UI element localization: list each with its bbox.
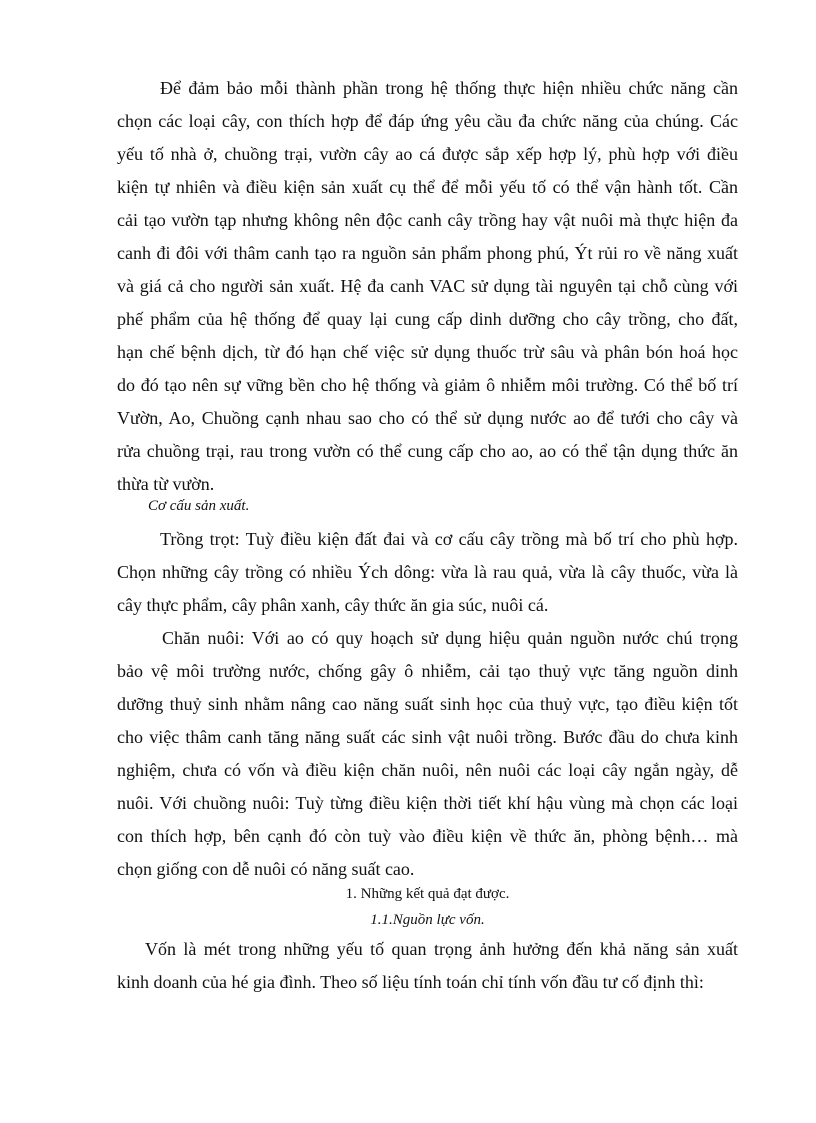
text-line: và giá cả cho người sản xuất. Hệ đa canh VAC sử dụng tài nguyên tại chỗ cùng với <box>117 276 738 296</box>
text-line: yếu tố nhà ở, chuồng trại, vườn cây ao cá được sắp xếp hợp lý, phù hợp với điều <box>117 144 738 164</box>
text-line: bảo vệ môi trường nước, chống gây ô nhiễm, cải tạo thuỷ vực tăng nguồn dinh <box>117 661 738 681</box>
text-line: con thích hợp, bên cạnh đó còn tuỳ vào điều kiện về thức ăn, phòng bệnh… mà <box>117 826 738 846</box>
text-line: Để đảm bảo mỗi thành phần trong hệ thống thực hiện nhiều chức năng cần <box>160 78 738 98</box>
text-line: chọn giống con dễ nuôi có năng suất cao. <box>117 859 415 879</box>
text-line: Vốn là mét trong những yếu tố quan trọng ảnh hưởng đến khả năng sản xuất <box>145 939 738 959</box>
text-line: kinh doanh của hé gia đình. Theo số liệu tính toán chỉ tính vốn đầu tư cố định thì: <box>117 972 704 992</box>
text-line: canh đi đôi với thâm canh tạo ra nguồn sản phẩm phong phú, Ýt rủi ro về năng xuất <box>117 243 738 263</box>
text-line: cây thực phẩm, cây phân xanh, cây thức ăn gia súc, nuôi cá. <box>117 595 549 615</box>
text-line: phế phẩm của hệ thống để quay lại cung cấp dinh dưỡng cho cây trồng, cho đất, <box>117 309 738 329</box>
text-line: thừa từ vườn. <box>117 474 215 494</box>
text-line: chọn các loại cây, con thích hợp để đáp ứng yêu cầu đa chức năng của chúng. Các <box>117 111 738 131</box>
subsection-heading: 1.1.Nguồn lực vốn. <box>370 912 485 928</box>
text-line: rửa chuồng trại, rau trong vườn có thể cung cấp cho ao, ao có thể tận dụng thức ăn <box>117 441 738 461</box>
text-line: do đó tạo nên sự vững bền cho hệ thống và giảm ô nhiễm môi trường. Có thể bố trí <box>117 375 738 395</box>
text-line: Trồng trọt: Tuỳ điều kiện đất đai và cơ cấu cây trồng mà bố trí cho phù hợp. <box>160 529 738 549</box>
text-line: Vườn, Ao, Chuồng cạnh nhau sao cho có thể sử dụng nước ao để tưới cho cây và <box>117 408 738 428</box>
text-line: nuôi. Với chuồng nuôi: Tuỳ từng điều kiện thời tiết khí hậu vùng mà chọn các loại <box>117 793 738 813</box>
section-heading: 1. Những kết quả đạt được. <box>345 886 510 902</box>
text-line: dưỡng thuỷ sinh nhằm nâng cao năng suất sinh học của thuỷ vực, tạo điều kiện tốt <box>117 694 738 714</box>
text-line: Chăn nuôi: Với ao có quy hoạch sử dụng hiệu quản nguồn nước chú trọng <box>162 628 738 648</box>
text-line: cải tạo vườn tạp nhưng không nên độc canh cây trồng hay vật nuôi mà thực hiện đa <box>117 210 738 230</box>
text-line: nghiệm, chưa có vốn và điều kiện chăn nuôi, nên nuôi các loại cây ngắn ngày, dễ <box>117 760 738 780</box>
text-line: kiện tự nhiên và điều kiện sản xuất cụ thể để mỗi yếu tố có thể vận hành tốt. Cần <box>117 177 738 197</box>
text-line: Chọn những cây trồng có nhiều Ých dông: vừa là rau quả, vừa là cây thuốc, vừa là <box>117 562 738 582</box>
text-line: hạn chế bệnh dịch, từ đó hạn chế việc sử dụng thuốc trừ sâu và phân bón hoá học <box>117 342 738 362</box>
subheading-production-structure: Cơ cấu sản xuất. <box>148 498 250 514</box>
text-line: cho việc thâm canh tăng năng suất các sinh vật nuôi trồng. Bước đầu do chưa kinh <box>117 727 738 747</box>
